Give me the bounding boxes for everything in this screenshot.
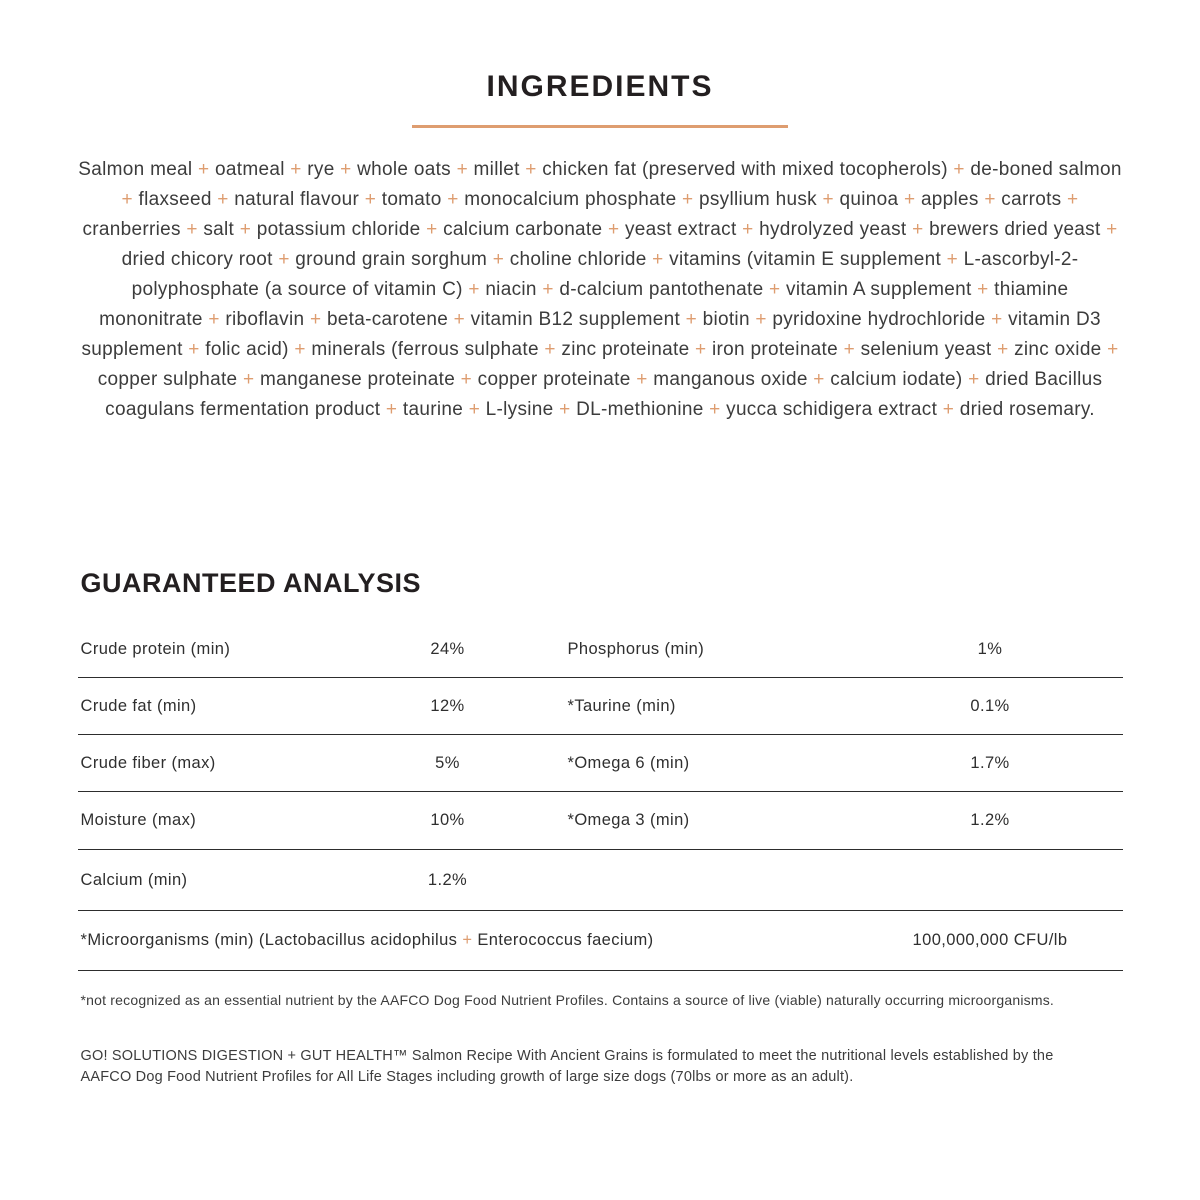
plus-separator: + xyxy=(359,189,382,210)
nutrient-label: Crude fiber (max) xyxy=(80,753,216,772)
plus-separator: + xyxy=(941,249,964,270)
plus-separator: + xyxy=(237,369,260,390)
plus-separator: + xyxy=(947,159,971,180)
plus-separator: + xyxy=(192,159,216,180)
plus-separator: + xyxy=(334,159,358,180)
plus-separator: + xyxy=(689,339,713,360)
product-label-page xyxy=(78,72,1123,1088)
plus-separator: + xyxy=(380,399,403,420)
analysis-row xyxy=(78,735,1123,792)
plus-separator: + xyxy=(441,189,465,210)
nutrient-value: 10% xyxy=(430,811,465,829)
plus-separator: + xyxy=(420,219,444,240)
plus-separator: + xyxy=(211,189,235,210)
nutrient-label: *Omega 3 (min) xyxy=(567,811,690,829)
plus-separator: + xyxy=(1101,339,1119,360)
plus-separator: + xyxy=(680,309,703,330)
microorganisms-row xyxy=(78,911,1123,971)
title-underline xyxy=(412,125,788,128)
plus-separator: + xyxy=(646,249,670,270)
plus-separator: + xyxy=(182,339,206,360)
nutrient-label: *Taurine (min) xyxy=(567,696,676,715)
plus-separator: + xyxy=(816,189,840,210)
nutrient-label: Crude fat (min) xyxy=(80,696,197,715)
plus-separator: + xyxy=(180,219,204,240)
plus-separator: + xyxy=(288,339,312,360)
plus-separator: + xyxy=(763,279,787,300)
guaranteed-analysis-title: GUARANTEED ANALYSIS xyxy=(80,568,422,598)
nutrient-value: 1.7% xyxy=(970,753,1010,772)
plus-separator: + xyxy=(455,369,478,390)
nutrient-label: *Microorganisms (min) (Lactobacillus acidophilus + Enterococcus faecium) xyxy=(80,931,654,949)
plus-separator: + xyxy=(676,189,700,210)
plus-separator: + xyxy=(463,399,486,420)
plus-separator: + xyxy=(1061,189,1079,210)
plus-separator: + xyxy=(487,249,510,270)
plus-separator: + xyxy=(538,339,562,360)
plus-separator: + xyxy=(906,219,930,240)
nutrient-value: 100,000,000 CFU/lb xyxy=(912,931,1068,949)
plus-separator: + xyxy=(304,309,327,330)
plus-separator: + xyxy=(838,339,861,360)
plus-separator: + xyxy=(898,189,921,210)
plus-separator: + xyxy=(462,279,486,300)
plus-separator: + xyxy=(457,931,478,949)
plus-separator: + xyxy=(284,159,308,180)
plus-separator: + xyxy=(121,189,139,210)
nutrient-value: 12% xyxy=(430,696,465,715)
plus-separator: + xyxy=(519,159,543,180)
plus-separator: + xyxy=(703,399,727,420)
plus-separator: + xyxy=(971,279,995,300)
plus-separator: + xyxy=(272,249,296,270)
plus-separator: + xyxy=(553,399,577,420)
plus-separator: + xyxy=(234,219,257,240)
nutrient-value: 1% xyxy=(977,639,1003,658)
plus-separator: + xyxy=(985,309,1009,330)
plus-separator: + xyxy=(450,159,474,180)
analysis-row xyxy=(78,792,1123,850)
plus-separator: + xyxy=(807,369,831,390)
analysis-row xyxy=(78,621,1123,678)
plus-separator: + xyxy=(749,309,773,330)
plus-separator: + xyxy=(630,369,654,390)
nutrient-value: 1.2% xyxy=(427,870,468,889)
nutrient-label: Phosphorus (min) xyxy=(567,639,705,658)
nutrient-label: *Omega 6 (min) xyxy=(567,753,690,772)
nutrient-label: Calcium (min) xyxy=(80,870,188,889)
plus-separator: + xyxy=(1100,219,1118,240)
plus-separator: + xyxy=(202,309,226,330)
plus-separator: + xyxy=(962,369,986,390)
formulation-statement: GO! SOLUTIONS DIGESTION + GUT HEALTH™ Salmon Recipe With Ancient Grains is formulated to meet the nutritional levels established by the AAFCO Dog Food Nutrient Profiles for All Life Stages including growth of large size dogs (70lbs or more as an adult). xyxy=(80,1048,1054,1085)
nutrient-value: 1.2% xyxy=(970,811,1010,829)
analysis-row xyxy=(78,850,1123,911)
plus-separator: + xyxy=(448,309,471,330)
plus-separator: + xyxy=(937,399,960,420)
analysis-row xyxy=(78,678,1123,735)
guaranteed-analysis-table xyxy=(78,621,1123,971)
ingredients-text: Salmon meal + oatmeal + rye + whole oats + millet + chicken fat (preserved with mixed tocopherols) + de-boned salmon + flaxseed + natural flavour + tomato + monocalcium phosphate + psyllium husk + quinoa + apples + carrots + cranberries + salt + potassium chloride + calcium carbonate + yeast extract + hydrolyzed yeast + brewers dried yeast + dried chicory root + ground grain sorghum + choline chloride + vitamins (vitamin E supplement + L-ascorbyl-2-polyphosphate (a source of vitamin C) + niacin + d-calcium pantothenate + vitamin A supplement + thiamine mononitrate + riboflavin + beta-carotene + vitamin B12 supplement + biotin + pyridoxine hydrochloride + vitamin D3 supplement + folic acid) + minerals (ferrous sulphate + zinc proteinate + iron proteinate + selenium yeast + zinc oxide + copper sulphate + manganese proteinate + copper proteinate + manganous oxide + calcium iodate) + dried Bacillus coagulans fermentation product + taurine + L-lysine + DL-methionine + yucca schidigera extract + dried rosemary. xyxy=(78,159,1122,420)
plus-separator: + xyxy=(736,219,760,240)
plus-separator: + xyxy=(536,279,560,300)
plus-separator: + xyxy=(991,339,1015,360)
ingredients-title: INGREDIENTS xyxy=(486,70,714,103)
aafco-footnote: *not recognized as an essential nutrient by the AAFCO Dog Food Nutrient Profiles. Contains a source of live (viable) naturally occurring microorganisms. xyxy=(80,992,1055,1008)
nutrient-value: 0.1% xyxy=(970,696,1010,715)
plus-separator: + xyxy=(602,219,625,240)
plus-separator: + xyxy=(978,189,1002,210)
nutrient-value: 24% xyxy=(430,639,465,658)
nutrient-label: Crude protein (min) xyxy=(80,639,231,658)
nutrient-label: Moisture (max) xyxy=(80,811,197,829)
nutrient-value: 5% xyxy=(435,753,460,772)
